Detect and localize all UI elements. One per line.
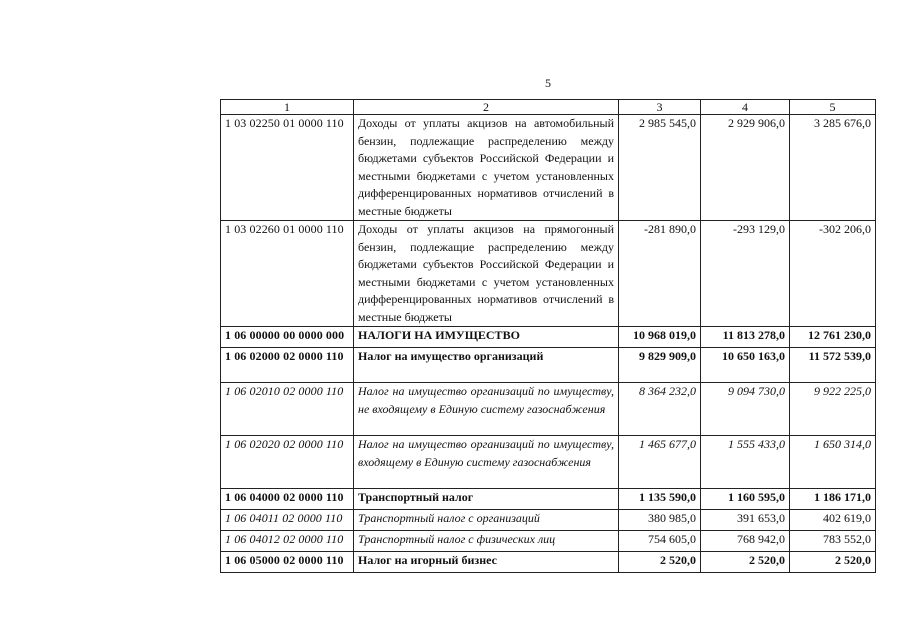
- value-col-3: 2 985 545,0: [619, 115, 701, 221]
- revenue-name: Транспортный налог с физических лиц: [354, 531, 619, 552]
- value-col-3: 8 364 232,0: [619, 383, 701, 436]
- revenue-name: НАЛОГИ НА ИМУЩЕСТВО: [354, 327, 619, 348]
- value-col-5: 9 922 225,0: [790, 383, 876, 436]
- column-header: 5: [790, 100, 876, 115]
- column-header: 4: [701, 100, 790, 115]
- revenue-name: Налог на имущество организаций по имуществу, входящему в Единую систему газоснабжения: [354, 436, 619, 489]
- budget-revenue-table: [220, 99, 876, 573]
- value-col-3: 754 605,0: [619, 531, 701, 552]
- value-col-5: 3 285 676,0: [790, 115, 876, 221]
- table-row: [221, 489, 876, 510]
- column-header: 2: [354, 100, 619, 115]
- value-col-3: 380 985,0: [619, 510, 701, 531]
- table-row: [221, 221, 876, 327]
- table-row: [221, 115, 876, 221]
- revenue-code: 1 06 02010 02 0000 110: [221, 383, 354, 436]
- revenue-name: Транспортный налог с организаций: [354, 510, 619, 531]
- value-col-4: -293 129,0: [701, 221, 790, 327]
- table-row: [221, 531, 876, 552]
- value-col-4: 1 160 595,0: [701, 489, 790, 510]
- value-col-5: 11 572 539,0: [790, 348, 876, 383]
- value-col-4: 9 094 730,0: [701, 383, 790, 436]
- revenue-name: Доходы от уплаты акцизов на автомобильный бензин, подлежащие распределению между бюджетами субъектов Российской Федерации и местными бюджетами с учетом установленных дифференцированных нормативов отчислений в местные бюджеты: [354, 115, 619, 221]
- value-col-5: 783 552,0: [790, 531, 876, 552]
- column-header: 3: [619, 100, 701, 115]
- table-row: [221, 552, 876, 573]
- revenue-name: Транспортный налог: [354, 489, 619, 510]
- table-row: [221, 510, 876, 531]
- column-header: 1: [221, 100, 354, 115]
- value-col-4: 2 520,0: [701, 552, 790, 573]
- revenue-code: 1 06 04000 02 0000 110: [221, 489, 354, 510]
- page-number: 5: [545, 76, 551, 90]
- revenue-code: 1 06 04011 02 0000 110: [221, 510, 354, 531]
- value-col-4: 391 653,0: [701, 510, 790, 531]
- revenue-name: Доходы от уплаты акцизов на прямогонный бензин, подлежащие распределению между бюджетами субъектов Российской Федерации и местными бюджетами с учетом установленных дифференцированных нормативов отчислений в местные бюджеты: [354, 221, 619, 327]
- value-col-4: 10 650 163,0: [701, 348, 790, 383]
- value-col-3: 1 135 590,0: [619, 489, 701, 510]
- table-row: [221, 327, 876, 348]
- revenue-code: 1 03 02250 01 0000 110: [221, 115, 354, 221]
- revenue-code: 1 06 02000 02 0000 110: [221, 348, 354, 383]
- value-col-5: -302 206,0: [790, 221, 876, 327]
- revenue-name: Налог на имущество организаций по имуществу, не входящему в Единую систему газоснабжения: [354, 383, 619, 436]
- value-col-5: 2 520,0: [790, 552, 876, 573]
- revenue-code: 1 06 00000 00 0000 000: [221, 327, 354, 348]
- value-col-3: 9 829 909,0: [619, 348, 701, 383]
- revenue-name: Налог на имущество организаций: [354, 348, 619, 383]
- value-col-5: 402 619,0: [790, 510, 876, 531]
- value-col-5: 12 761 230,0: [790, 327, 876, 348]
- value-col-3: 1 465 677,0: [619, 436, 701, 489]
- revenue-code: 1 06 04012 02 0000 110: [221, 531, 354, 552]
- revenue-code: 1 06 05000 02 0000 110: [221, 552, 354, 573]
- value-col-4: 1 555 433,0: [701, 436, 790, 489]
- value-col-5: 1 186 171,0: [790, 489, 876, 510]
- value-col-3: -281 890,0: [619, 221, 701, 327]
- value-col-4: 2 929 906,0: [701, 115, 790, 221]
- value-col-4: 11 813 278,0: [701, 327, 790, 348]
- value-col-4: 768 942,0: [701, 531, 790, 552]
- revenue-code: 1 06 02020 02 0000 110: [221, 436, 354, 489]
- table-row: [221, 348, 876, 383]
- revenue-code: 1 03 02260 01 0000 110: [221, 221, 354, 327]
- table-header-row: [221, 100, 876, 115]
- revenue-name: Налог на игорный бизнес: [354, 552, 619, 573]
- table-row: [221, 383, 876, 436]
- value-col-3: 10 968 019,0: [619, 327, 701, 348]
- table-row: [221, 436, 876, 489]
- value-col-3: 2 520,0: [619, 552, 701, 573]
- value-col-5: 1 650 314,0: [790, 436, 876, 489]
